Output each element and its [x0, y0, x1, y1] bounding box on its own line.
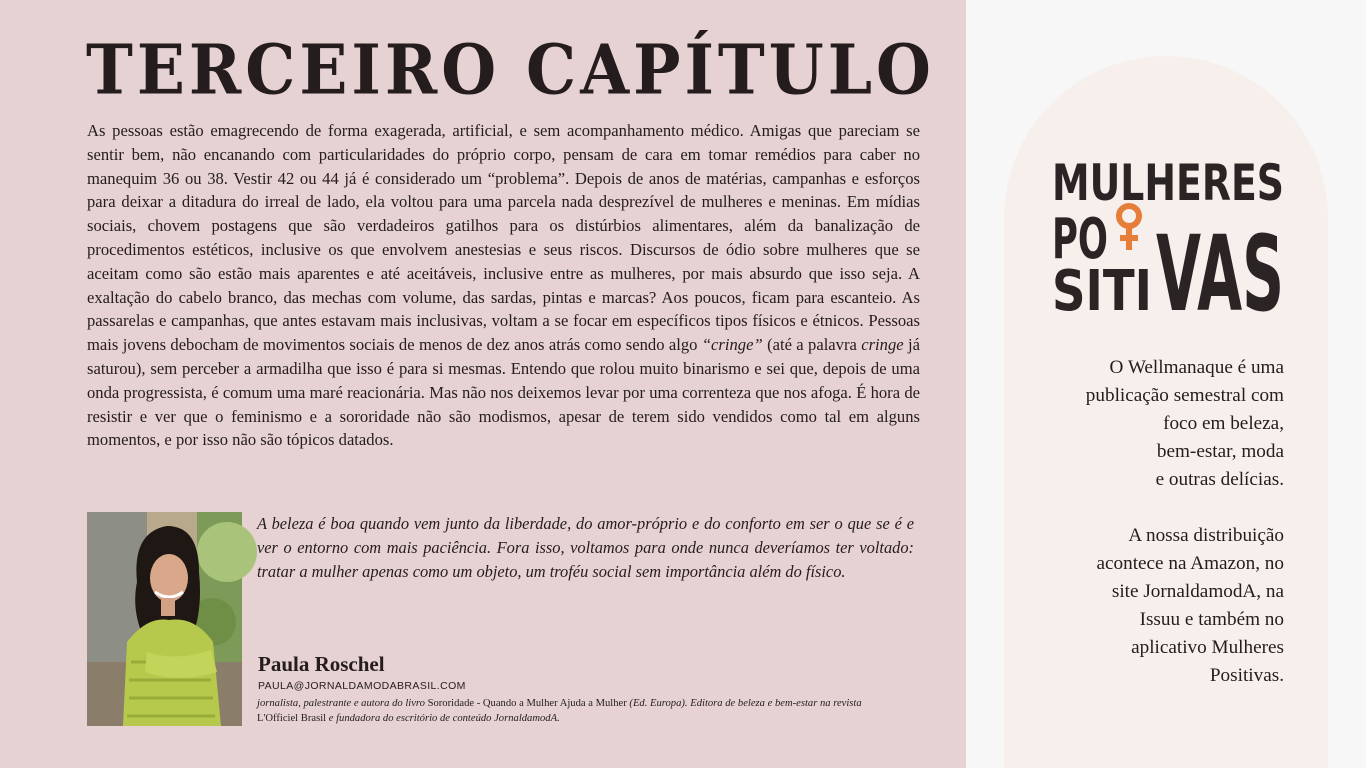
body-italic-1: “cringe” [701, 335, 763, 355]
pull-quote: A beleza é boa quando vem junto da liberdade, do amor-próprio e do conforto em ser o que se é e ver o entorno com mais paciência. Fora isso, voltamos para onde nunca deveríamos ter voltado: tratar a mulher apenas como um objeto, um troféu social sem importância além do físico. [257, 514, 914, 581]
intro-line: e outras delícias. [1155, 469, 1284, 490]
author-bio [257, 696, 882, 726]
bio-text-a: jornalista, palestrante e autora do livro [257, 698, 425, 709]
logo-line-1: MULHERES [1052, 154, 1284, 212]
intro-line: publicação semestral com [1085, 385, 1284, 406]
author-photo [87, 512, 242, 726]
distribution-line: aplicativo Mulheres [1131, 637, 1284, 658]
bio-magazine: L'Officiel Brasil [257, 713, 327, 724]
distribution-line: A nossa distribuição [1128, 525, 1284, 546]
bio-text-c: (Ed. Europa). Editora de beleza e bem-estar na revista [629, 698, 862, 709]
bio-book-title: Sororidade - Quando a Mulher Ajuda a Mulher [427, 698, 627, 709]
intro-line: O Wellmanaque é uma [1109, 357, 1284, 378]
intro-line: foco em beleza, [1163, 413, 1284, 434]
page-title: TERCEIRO CAPÍTULO [86, 30, 935, 110]
logo-line-2: PO [1052, 207, 1108, 272]
author-email[interactable]: PAULA@JORNALDAMODABRASIL.COM [258, 680, 466, 692]
intro-line: bem-estar, moda [1156, 441, 1284, 462]
body-italic-2: cringe [861, 335, 904, 355]
distribution-line: acontece na Amazon, no [1096, 553, 1284, 574]
body-text-2: (até a palavra [767, 335, 857, 355]
distribution-line: Issuu e também no [1139, 609, 1284, 630]
author-name: Paula Roschel [258, 652, 385, 676]
bio-text-e: e fundadora do escritório de conteúdo JornaldamodA. [328, 713, 560, 724]
logo-line-3: SITI [1052, 259, 1152, 324]
distribution-line: site JornaldamodA, na [1111, 581, 1284, 602]
body-text-1: As pessoas estão emagrecendo de forma exagerada, artificial, e sem acompanhamento médico. Amigas que pareciam se sentir bem, não encanando com particularidades do próprio corpo, pensam de cara em tomar remédios para caber no manequim 36 ou 38. Vestir 42 ou 44 já é considerado um “problema”. Depois de anos de matérias, campanhas e esforços para deixar a ditadura do irreal de lado, ela voltou para uma parcela nada desprezível de mulheres e meninas. Em mídias sociais, chovem postagens que são verdadeiros gatilhos para os distúrbios alimentares, além da banalização de procedimentos estéticos, inclusive os que envolvem anestesias e seus riscos. Discursos de ódio sobre mulheres que se aceitam como são estão mais aparentes e até aceitáveis, inclusive entre as mulheres, por mais absurdo que isso seja. A exaltação do cabelo branco, das mechas com volume, das sardas, pintas e marcas? Aos poucos, ficam para escanteio. As passarelas e campanhas, que antes estavam mais inclusivas, voltam a se focar em específicos tipos físicos e étnicos. Pessoas mais jovens debocham de movimentos sociais de menos de dez anos atrás como sendo algo [87, 121, 920, 355]
sidebar-description [1040, 354, 1284, 690]
mulheres-positivas-logo [1052, 150, 1286, 335]
distribution-line: Positivas. [1209, 665, 1284, 686]
article-body [87, 119, 920, 452]
female-symbol-icon [1119, 206, 1139, 250]
body-text-3: já saturou), sem perceber a armadilha que isso é para si mesmas. Entendo que rolou muito binarismo e sei que, depois de uma onda progressista, é comum uma maré reacionária. Mas não nos deixemos levar por uma correnteza que nos afoga. É hora de resistir e ver que o feminismo e a sororidade não são modismos, apesar de terem sido vendidos como tal em alguns momentos, e por isso não são tópicos datados. [87, 335, 920, 450]
logo-line-4: VAS [1156, 213, 1284, 335]
